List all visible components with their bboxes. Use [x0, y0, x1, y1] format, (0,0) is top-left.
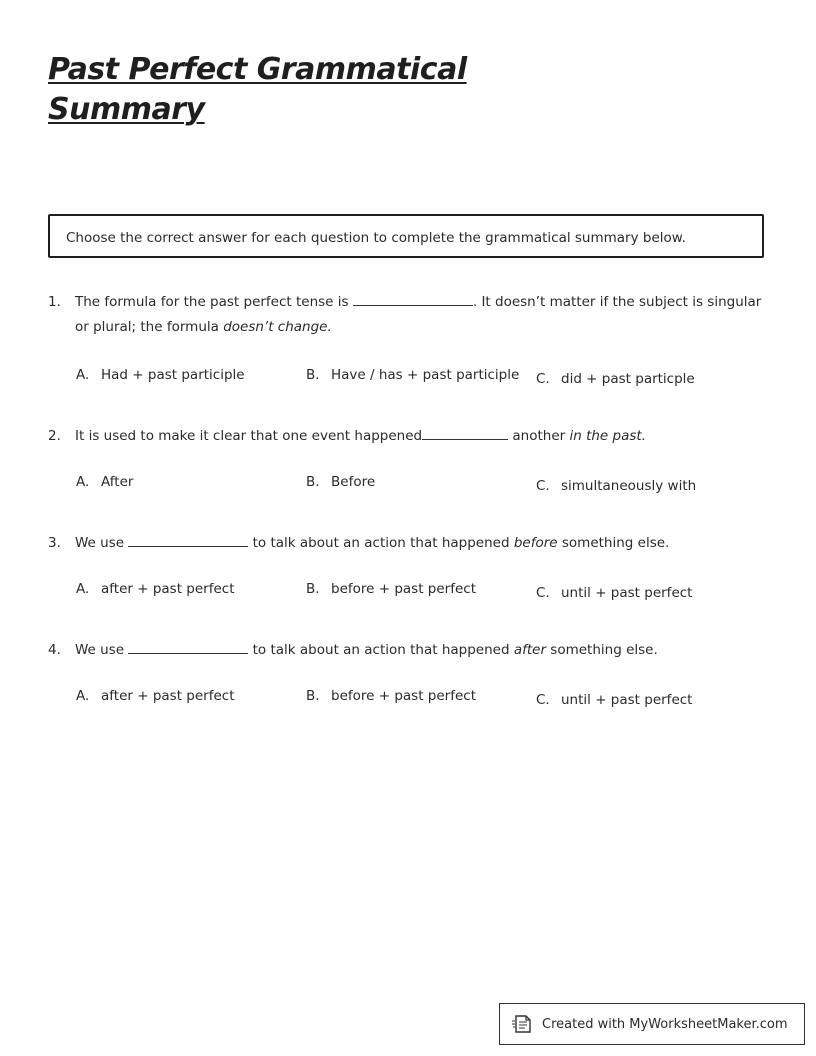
- option-3b[interactable]: B. before + past perfect: [306, 581, 476, 597]
- question-text: It is used to make it clear that one event happened another in the past.: [75, 424, 768, 449]
- option-4c[interactable]: C. until + past perfect: [536, 692, 693, 708]
- worksheet-maker-logo-icon: [512, 1013, 534, 1035]
- option-2a[interactable]: A. After: [76, 474, 134, 490]
- option-1a[interactable]: A. Had + past participle: [76, 367, 245, 383]
- question-text: The formula for the past perfect tense is . It doesn’t matter if the subject is singular: [75, 290, 768, 315]
- option-3a[interactable]: A. after + past perfect: [76, 581, 235, 597]
- footer-text: Created with MyWorksheetMaker.com: [542, 1016, 788, 1032]
- question-text: We use to talk about an action that happened after something else.: [75, 638, 768, 663]
- option-2c[interactable]: C. simultaneously with: [536, 478, 697, 494]
- question-text: We use to talk about an action that happened before something else.: [75, 531, 768, 556]
- instructions-box: Choose the correct answer for each question to complete the grammatical summary below.: [48, 214, 764, 258]
- question-number: 1.: [48, 294, 61, 310]
- question-3: [48, 531, 768, 556]
- question-4: [48, 638, 768, 663]
- page-title: [48, 50, 467, 130]
- question-number: 3.: [48, 535, 61, 551]
- option-4b[interactable]: B. before + past perfect: [306, 688, 476, 704]
- answer-blank: [353, 291, 473, 306]
- page-title-line1: Past Perfect Grammatical: [48, 52, 467, 87]
- option-1b[interactable]: B. Have / has + past participle: [306, 367, 520, 383]
- answer-blank: [422, 425, 508, 440]
- question-number: 2.: [48, 428, 61, 444]
- option-4a[interactable]: A. after + past perfect: [76, 688, 235, 704]
- question-number: 4.: [48, 642, 61, 658]
- question-1: [48, 290, 768, 340]
- page-title-line2: Summary: [48, 92, 205, 127]
- answer-blank: [128, 639, 248, 654]
- answer-blank: [128, 532, 248, 547]
- question-2: [48, 424, 768, 449]
- option-2b[interactable]: B. Before: [306, 474, 376, 490]
- question-text-line2: or plural; the formula doesn’t change.: [75, 319, 332, 335]
- option-1c[interactable]: C. did + past particple: [536, 371, 695, 387]
- footer-credit: [499, 1003, 805, 1045]
- option-3c[interactable]: C. until + past perfect: [536, 585, 693, 601]
